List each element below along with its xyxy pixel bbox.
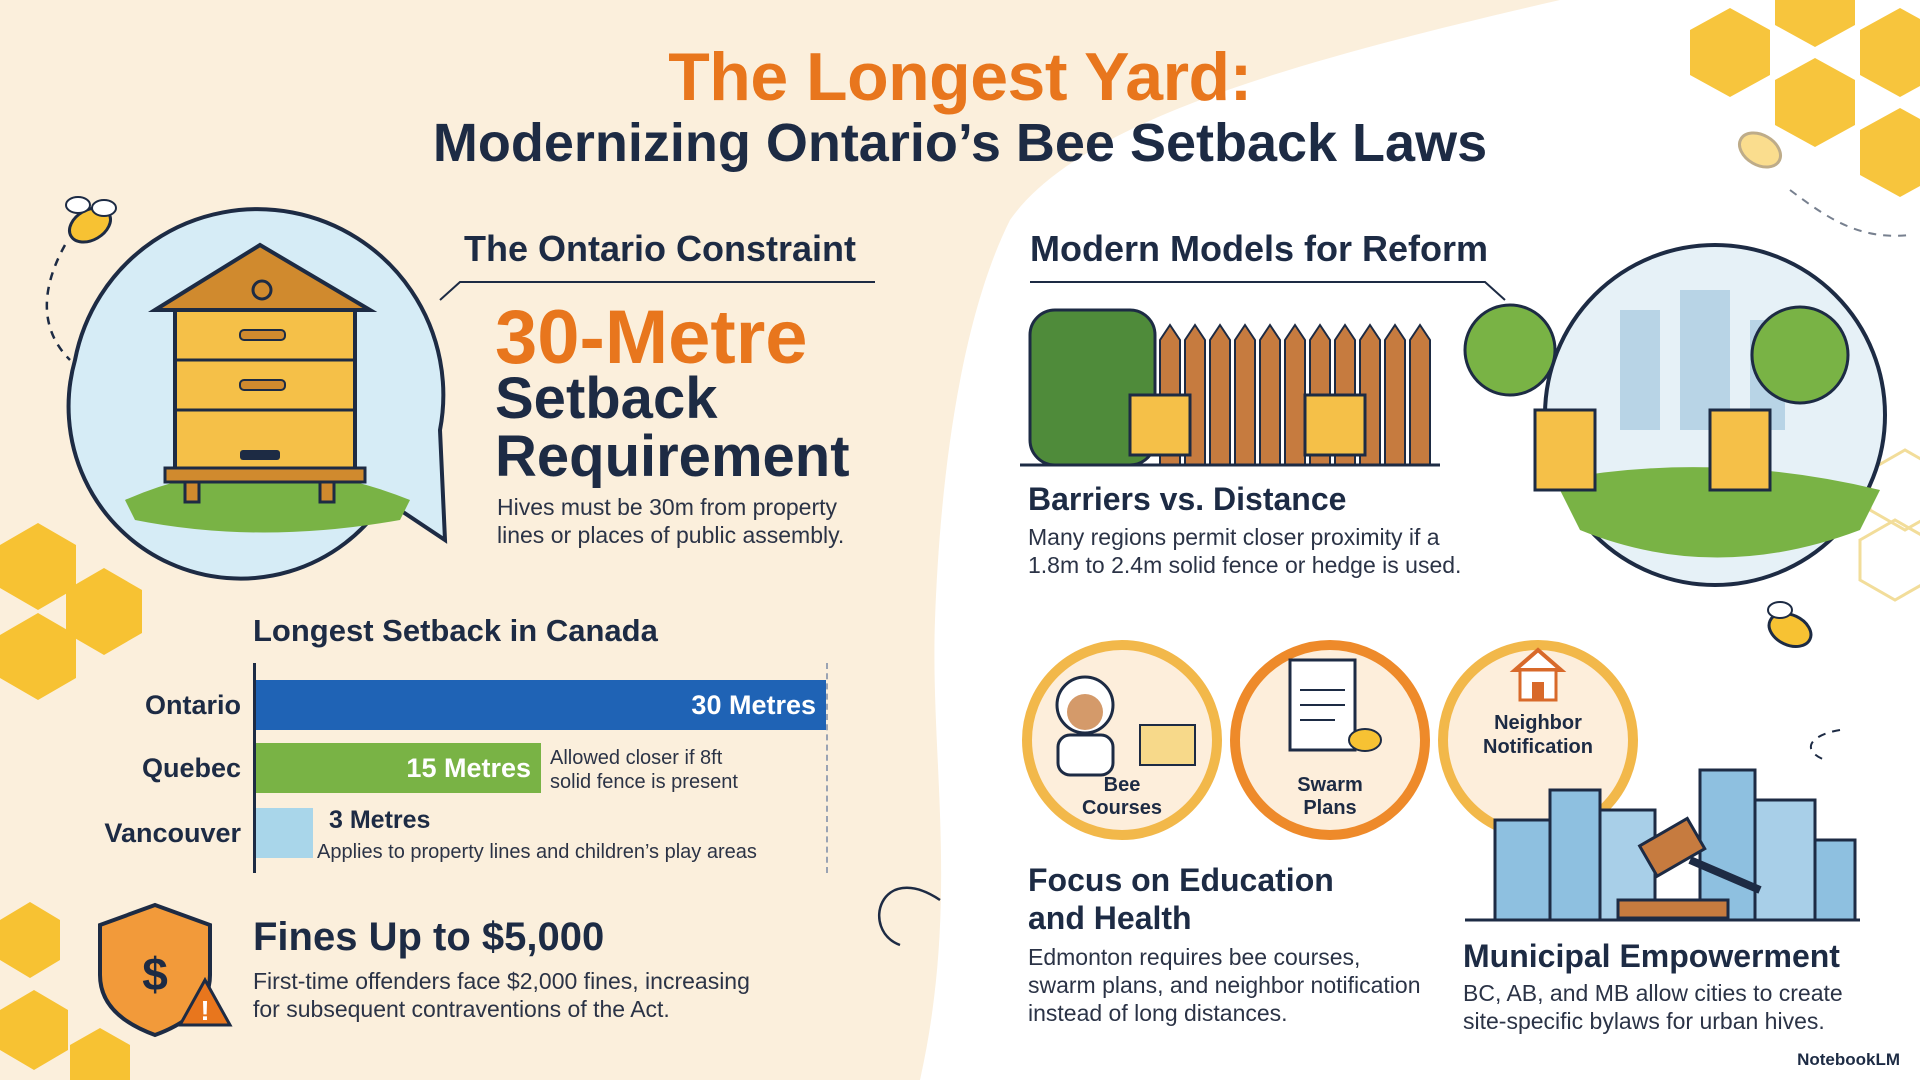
vancouver-note: Applies to property lines and children’s play areas xyxy=(317,841,757,863)
bar-value-label: 15 Metres xyxy=(406,753,531,783)
ontario-constraint-heading: The Ontario Constraint xyxy=(464,228,857,269)
education-heading-line2: and Health xyxy=(1028,900,1192,936)
bar-value-label: 30 Metres xyxy=(691,690,816,720)
barriers-heading: Barriers vs. Distance xyxy=(1028,481,1347,517)
municipal-heading: Municipal Empowerment xyxy=(1463,938,1840,974)
education-heading-line1: Focus on Education xyxy=(1028,862,1334,898)
bar-category-label: Ontario xyxy=(144,690,241,720)
municipal-line2: site-specific bylaws for urban hives. xyxy=(1463,1008,1825,1034)
setback-line2: Setback xyxy=(495,366,718,431)
badge-notification: Notification xyxy=(1483,736,1593,758)
setback-line3: Requirement xyxy=(495,424,850,489)
bar xyxy=(256,808,313,858)
setback-number: 30-Metre xyxy=(495,295,808,380)
page-title: The Longest Yard: xyxy=(668,39,1252,115)
brand-label: NotebookLM xyxy=(1797,1050,1900,1069)
fines-heading: Fines Up to $5,000 xyxy=(253,915,605,959)
barriers-line2: 1.8m to 2.4m solid fence or hedge is used. xyxy=(1028,552,1462,578)
chart-max-line xyxy=(826,663,828,873)
badge-swarm-plans: Swarm Plans xyxy=(1297,774,1363,819)
education-line2: swarm plans, and neighbor notification xyxy=(1028,972,1421,998)
reform-heading: Modern Models for Reform xyxy=(1030,228,1489,269)
bar-value-label: 3 Metres xyxy=(329,806,431,834)
barriers-line1: Many regions permit closer proximity if a xyxy=(1028,524,1440,550)
bar-category-label: Quebec xyxy=(141,753,241,783)
badge-bee-courses: Bee Courses xyxy=(1081,774,1163,819)
bar-category-label: Vancouver xyxy=(104,818,241,848)
constraint-desc-line1: Hives must be 30m from property xyxy=(497,494,838,520)
chart-title: Longest Setback in Canada xyxy=(253,613,658,648)
municipal-line1: BC, AB, and MB allow cities to create xyxy=(1463,980,1843,1006)
quebec-note-line1: Allowed closer if 8ft xyxy=(550,747,723,769)
fines-line2: for subsequent contraventions of the Act. xyxy=(253,996,670,1022)
education-line1: Edmonton requires bee courses, xyxy=(1028,944,1361,970)
shield-warning-illustration xyxy=(100,905,230,1035)
page-subtitle: Modernizing Ontario’s Bee Setback Laws xyxy=(432,113,1488,173)
quebec-note-line2: solid fence is present xyxy=(550,771,738,793)
constraint-desc-line2: lines or places of public assembly. xyxy=(497,522,845,548)
svg-text:$: $ xyxy=(142,948,168,1000)
badge-neighbor: Neighbor xyxy=(1494,712,1582,734)
education-line3: instead of long distances. xyxy=(1028,1000,1288,1026)
fines-line1: First-time offenders face $2,000 fines, increasing xyxy=(253,968,750,994)
svg-text:!: ! xyxy=(200,995,210,1026)
